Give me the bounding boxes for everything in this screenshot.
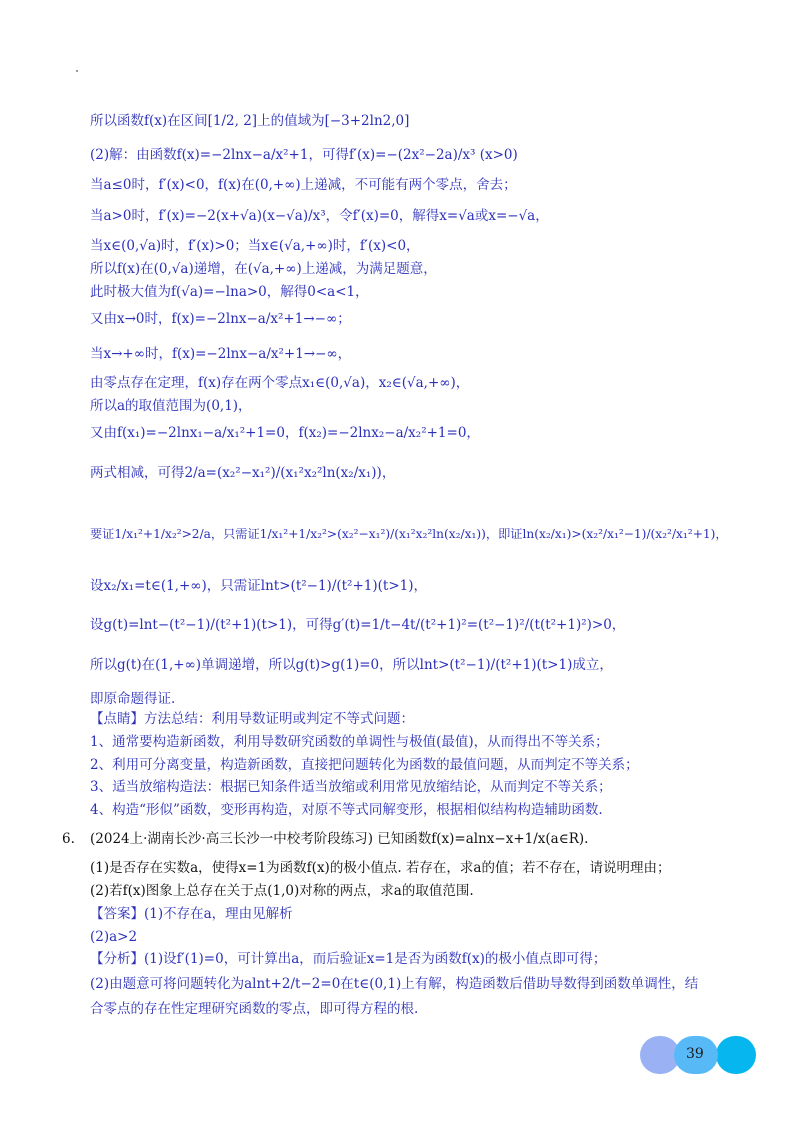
analysis-part-1: (1)设f′(1)=0，可计算出a，而后验证x=1是否为函数f(x)的极小值点即可得； xyxy=(144,951,607,967)
solution-line-8: 又由x→0时，f(x)=−2lnx−a/x²+1→−∞； xyxy=(90,311,351,327)
solution-line-15: 设x₂/x₁=t∈(1,+∞)，只需证lnt>(t²−1)/(t²+1)(t>1)， xyxy=(90,578,427,594)
page-number: 39 xyxy=(686,1046,704,1062)
answer-line-1 xyxy=(90,905,293,923)
solution-line-10: 由零点存在定理，f(x)存在两个零点x₁∈(0,√a)，x₂∈(√a,+∞)， xyxy=(90,375,470,391)
tip-item-2: 2、利用可分离变量，构造新函数，直接把问题转化为函数的最值问题，从而判定不等关系； xyxy=(90,757,639,773)
solution-line-13: 两式相减，可得2/a=(x₂²−x₁²)/(x₁²x₂²ln(x₂/x₁))， xyxy=(90,465,396,481)
tip-item-1: 1、通常要构造新函数，利用导数研究函数的单调性与极值(最值)，从而得出不等关系； xyxy=(90,734,609,750)
solution-line-7: 此时极大值为f(√a)=−lna>0，解得0<a<1， xyxy=(90,284,369,300)
solution-line-3: 当a≤0时，f′(x)<0，f(x)在(0,+∞)上递减，不可能有两个零点，舍去； xyxy=(90,177,517,193)
tip-intro: 方法总结：利用导数证明或判定不等式问题： xyxy=(144,711,414,727)
solution-line-9: 当x→+∞时，f(x)=−2lnx−a/x²+1→−∞， xyxy=(90,346,352,362)
solution-line-1: 所以函数f(x)在区间[1/2, 2]上的值域为[−3+2ln2,0] xyxy=(90,113,410,129)
corner-mark xyxy=(76,70,78,72)
solution-line-11: 所以a的取值范围为(0,1)， xyxy=(90,398,252,414)
solution-line-6: 所以f(x)在(0,√a)递增，在(√a,+∞)上递减，为满足题意， xyxy=(90,261,437,277)
solution-line-5: 当x∈(0,√a)时，f′(x)>0；当x∈(√a,+∞)时，f′(x)<0， xyxy=(90,238,420,254)
solution-line-2: (2)解：由函数f(x)=−2lnx−a/x²+1，可得f′(x)=−(2x²−2a)/x³ (x>0) xyxy=(90,147,518,163)
solution-line-18: 即原命题得证. xyxy=(90,691,176,707)
tip-item-4: 4、构造“形似”函数，变形再构造，对原不等式同解变形，根据相似结构构造辅助函数. xyxy=(90,802,603,818)
question-part-1: (1)是否存在实数a，使得x=1为函数f(x)的极小值点. 若存在，求a的值；若不存在，请说明理由； xyxy=(90,860,671,876)
answer-label: 【答案】 xyxy=(90,906,144,922)
question-stem: 已知函数f(x)=alnx−x+1/x(a∈R). xyxy=(377,831,589,847)
tip-item-3: 3、适当放缩构造法：根据已知条件适当放缩或利用常见放缩结论，从而判定不等关系； xyxy=(90,779,612,795)
tip-intro-line xyxy=(90,710,414,728)
analysis-line-2: (2)由题意可将问题转化为alnt+2/t−2=0在t∈(0,1)上有解，构造函数后借助导数得到函数单调性，结 xyxy=(90,976,699,992)
tip-label: 【点睛】 xyxy=(90,711,144,727)
analysis-line-1 xyxy=(90,950,606,968)
question-header xyxy=(90,830,588,848)
answer-part-1: (1)不存在a，理由见解析 xyxy=(144,906,293,922)
solution-line-4: 当a>0时，f′(x)=−2(x+√a)(x−√a)/x³，令f′(x)=0，解得x=√a或x=−√a， xyxy=(90,208,549,224)
analysis-label: 【分析】 xyxy=(90,951,144,967)
solution-line-17: 所以g(t)在(1,+∞)单调递增，所以g(t)>g(1)=0，所以lnt>(t²−1)/(t²+1)(t>1)成立， xyxy=(90,657,613,673)
solution-line-12: 又由f(x₁)=−2lnx₁−a/x₁²+1=0，f(x₂)=−2lnx₂−a/x₂²+1=0， xyxy=(90,425,480,441)
page-badge-right xyxy=(716,1036,756,1074)
answer-part-2: (2)a>2 xyxy=(90,929,138,945)
question-number: 6. xyxy=(62,831,75,847)
question-part-2: (2)若f(x)图象上总存在关于点(1,0)对称的两点，求a的取值范围. xyxy=(90,883,474,899)
question-source: (2024上·湖南长沙·高三长沙一中校考阶段练习) xyxy=(90,831,373,847)
analysis-line-3: 合零点的存在性定理研究函数的零点，即可得方程的根. xyxy=(90,1001,419,1017)
solution-line-16: 设g(t)=lnt−(t²−1)/(t²+1)(t>1)，可得g′(t)=1/t−4t/(t²+1)²=(t²−1)²/(t(t²+1)²)>0， xyxy=(90,617,626,633)
solution-line-14: 要证1/x₁²+1/x₂²>2/a，只需证1/x₁²+1/x₂²>(x₂²−x₁²)/(x₁²x₂²ln(x₂/x₁))，即证ln(x₂/x₁)>(x₂²/x₁²−1)/(x₂²/x₁²+1)， xyxy=(90,527,728,541)
